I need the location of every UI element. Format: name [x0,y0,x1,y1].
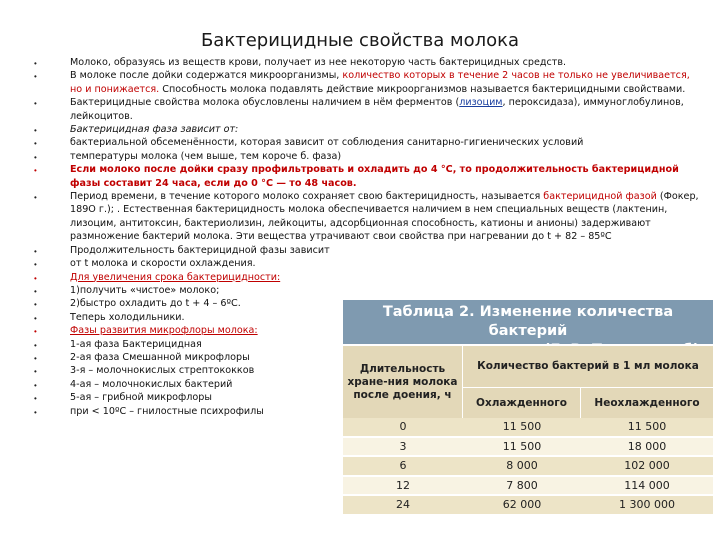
table-cell-duration: 6 [343,457,463,475]
paragraph [70,297,350,310]
text-span: Фазы развития микрофлоры молока: [70,325,258,337]
paragraph [70,364,350,377]
bullet-icon: • [34,287,37,296]
paragraph [70,351,350,364]
slide-title: Бактерицидные свойства молока [200,30,520,51]
bullet-icon: • [34,59,37,68]
paragraph [70,123,700,136]
text-span: от t молока и скорости охлаждения. [70,258,256,270]
text-span: при < 10ºС – гнилостные психрофилы [70,405,264,417]
bullet-icon: • [34,274,37,283]
bullet-icon: • [34,314,37,323]
paragraph [70,338,350,351]
header-duration: Длительность хране-ния молока после доения, ч [343,346,463,418]
table-cell-uncooled: 18 000 [581,438,713,456]
paragraph [70,378,350,391]
table-title-line1: Таблица 2. Изменение количества бактерий [382,304,674,339]
text-span: В молоке после дойки содержатся микроорганизмы, [70,70,343,82]
bullet-icon: • [34,408,37,417]
text-span: 1)получить «чистое» молоко; [70,284,220,296]
text-span: Способность молока подавлять действие микроорганизмов называется бактерицидными свойствами. [159,83,686,95]
table-cell-cooled: 62 000 [463,496,581,514]
paragraph [70,56,700,69]
header-bacteria-count: Количество бактерий в 1 мл молока [463,346,713,388]
table-cell-duration: 24 [343,496,463,514]
bacteria-table-image [343,300,713,538]
bullet-icon: • [34,153,37,162]
text-span: 2-ая фаза Смешанной микрофлоры [70,351,250,363]
bullet-icon: • [34,193,37,202]
table-cell-uncooled: 114 000 [581,477,713,495]
table-cell-uncooled: 11 500 [581,418,713,436]
text-span: температуры молока (чем выше, тем короче б. фаза) [70,150,342,162]
bullet-icon: • [34,327,37,336]
text-span: 4-ая – молочнокислых бактерий [70,378,233,390]
paragraph [70,96,700,123]
bullet-icon: • [34,99,37,108]
paragraph [70,163,700,190]
text-span: Бактерицидная фаза зависит от: [70,124,239,136]
bullet-icon: • [34,394,37,403]
paragraph [70,311,350,324]
table-cell-cooled: 11 500 [463,438,581,456]
text-span: Бактерицидные свойства молока обусловлены наличием в нём ферментов ( [70,97,460,109]
text-span: 3-я – молочнокислых стрептококков [70,365,255,377]
bullet-icon: • [34,381,37,390]
paragraph [70,190,700,244]
bullet-icon: • [34,247,37,256]
text-span: бактерицидной фазой [543,191,657,203]
text-span: Молоко, образуясь из веществ крови, получает из нее некоторую часть бактерицидных средств. [70,57,567,68]
table-title-bar [343,300,713,344]
bullet-icon: • [34,72,37,81]
bullet-icon: • [34,139,37,148]
bullet-icon: • [34,341,37,350]
text-span: 1-ая фаза Бактерицидная [70,338,202,350]
table-cell-duration: 12 [343,477,463,495]
text-span: , пероксидаза), иммуноглобулинов, лейкоцитов. [70,97,684,122]
paragraph [70,257,350,270]
text-span: Период времени, в течение которого молоко сохраняет свою бактерицидность, называется [70,191,544,203]
table-cell-duration: 0 [343,418,463,436]
text-span: Теперь холодильники. [70,311,185,323]
paragraph [70,324,350,337]
text-span: бактериальной обсеменённости, которая зависит от соблюдения санитарно-гигиенических условий [70,137,584,149]
paragraph [70,244,350,257]
paragraph [70,271,350,284]
bullet-icon: • [34,126,37,135]
paragraph [70,284,350,297]
header-uncooled: Неохлажденного [581,388,713,418]
table-cell-duration: 3 [343,438,463,456]
text-span: Продолжительность бактерицидной фазы зависит [70,244,330,256]
table-cell-cooled: 7 800 [463,477,581,495]
text-span: (Фокер, 189О г.); . Естественная бактерицидность молока обеспечивается наличием в нем специальных веществ (лактенин, лизоцим, антитоксин, бактериолизин, лейкоциты, адсорбционная способность, катионы и анионы) задерживают размножение бактерий молока. Эти вещества утрачивают свои свойства при нагревании до t + 82 – 85ºС [70,191,699,243]
paragraph [70,391,350,404]
bullet-icon: • [34,166,37,175]
term-link[interactable]: лизоцим [459,97,503,109]
bullet-icon: • [34,367,37,376]
text-span: 2)быстро охладить до t + 4 – 6ºС. [70,298,241,310]
text-span: Для увеличения срока бактерицидности: [70,271,281,283]
bullet-icon: • [34,354,37,363]
table-cell-cooled: 11 500 [463,418,581,436]
table-cell-uncooled: 102 000 [581,457,713,475]
table-cell-uncooled: 1 300 000 [581,496,713,514]
header-cooled: Охлажденного [463,388,581,418]
table-cell-cooled: 8 000 [463,457,581,475]
paragraph [70,150,700,163]
paragraph [70,136,700,149]
text-span: количество которых в течение 2 часов не только не увеличивается, но и понижается. [70,70,690,95]
paragraph [70,69,700,96]
text-span: Если молоко после дойки сразу профильтровать и охладить до 4 °С, то продолжительность бактерицидной фазы составит 24 часа, если до 0 °С — то 48 часов. [70,164,679,189]
text-span: 5-ая – грибной микрофлоры [70,392,212,404]
paragraph [70,405,350,418]
bullet-icon: • [34,300,37,309]
bullet-icon: • [34,260,37,269]
